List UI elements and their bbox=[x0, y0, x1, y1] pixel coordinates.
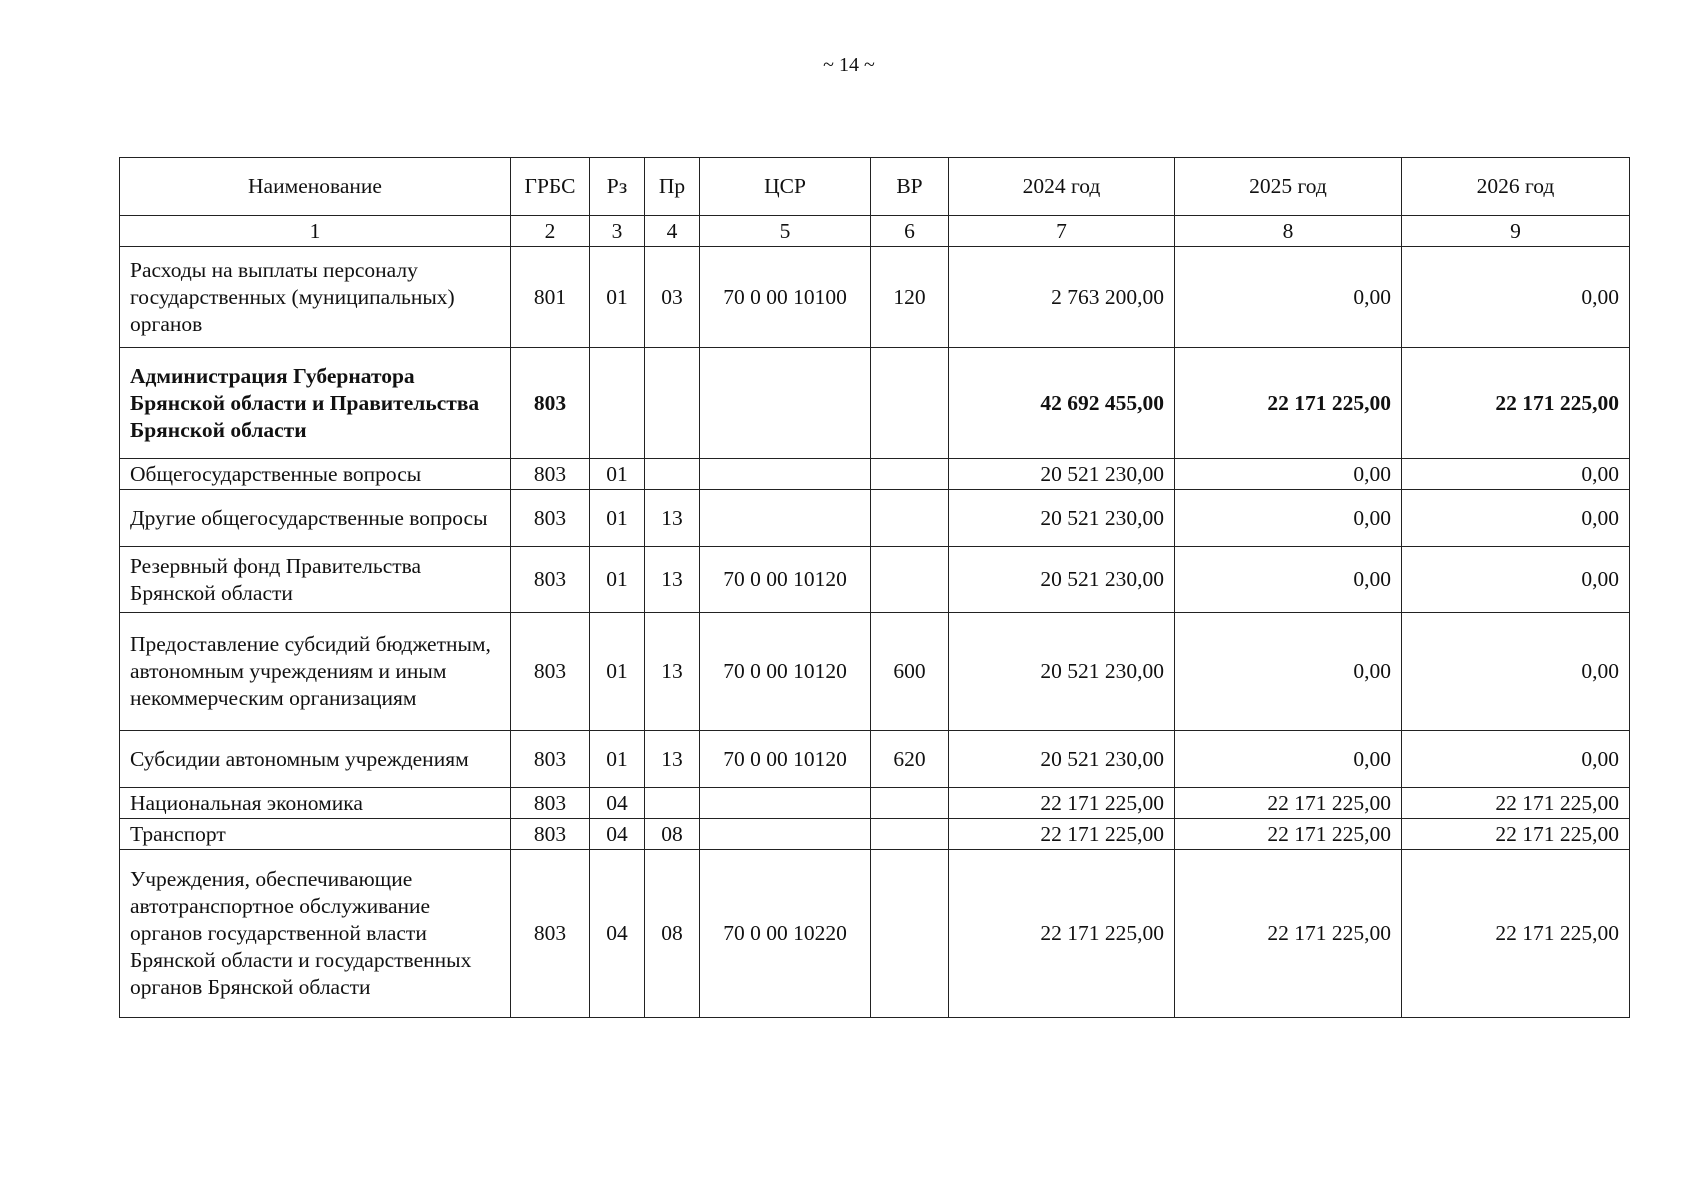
header-vr: ВР bbox=[871, 158, 949, 216]
row-2024: 42 692 455,00 bbox=[949, 348, 1175, 459]
table-row bbox=[120, 459, 1630, 490]
row-2024: 20 521 230,00 bbox=[949, 613, 1175, 731]
row-rz: 01 bbox=[590, 547, 645, 613]
table-row bbox=[120, 850, 1630, 1018]
row-2025: 0,00 bbox=[1175, 547, 1402, 613]
row-rz: 01 bbox=[590, 613, 645, 731]
column-number: 5 bbox=[700, 216, 871, 247]
row-2025: 0,00 bbox=[1175, 731, 1402, 788]
header-2025: 2025 год bbox=[1175, 158, 1402, 216]
row-name: Учреждения, обеспечивающие автотранспортное обслуживание органов государственной власти Брянской области и государственных органов Брянской области bbox=[120, 850, 511, 1018]
row-vr bbox=[871, 788, 949, 819]
row-rz: 01 bbox=[590, 459, 645, 490]
row-pr: 13 bbox=[645, 613, 700, 731]
header-grbs: ГРБС bbox=[511, 158, 590, 216]
column-number-row bbox=[120, 216, 1630, 247]
header-name: Наименование bbox=[120, 158, 511, 216]
row-grbs: 803 bbox=[511, 348, 590, 459]
row-vr bbox=[871, 547, 949, 613]
row-2025: 22 171 225,00 bbox=[1175, 788, 1402, 819]
header-rz: Рз bbox=[590, 158, 645, 216]
row-csr: 70 0 00 10220 bbox=[700, 850, 871, 1018]
row-2026: 0,00 bbox=[1402, 613, 1630, 731]
row-grbs: 801 bbox=[511, 247, 590, 348]
header-2026: 2026 год bbox=[1402, 158, 1630, 216]
row-2026: 0,00 bbox=[1402, 547, 1630, 613]
column-number: 9 bbox=[1402, 216, 1630, 247]
table-row bbox=[120, 547, 1630, 613]
row-vr: 620 bbox=[871, 731, 949, 788]
row-csr: 70 0 00 10120 bbox=[700, 547, 871, 613]
row-rz bbox=[590, 348, 645, 459]
row-name: Резервный фонд Правительства Брянской области bbox=[120, 547, 511, 613]
table-row bbox=[120, 490, 1630, 547]
column-number: 1 bbox=[120, 216, 511, 247]
header-pr: Пр bbox=[645, 158, 700, 216]
row-grbs: 803 bbox=[511, 850, 590, 1018]
row-pr bbox=[645, 459, 700, 490]
table-row bbox=[120, 731, 1630, 788]
budget-table bbox=[119, 157, 1630, 1018]
row-2026: 0,00 bbox=[1402, 247, 1630, 348]
table-row bbox=[120, 348, 1630, 459]
row-2024: 22 171 225,00 bbox=[949, 819, 1175, 850]
row-2025: 0,00 bbox=[1175, 490, 1402, 547]
row-rz: 01 bbox=[590, 247, 645, 348]
row-2025: 22 171 225,00 bbox=[1175, 348, 1402, 459]
row-vr bbox=[871, 348, 949, 459]
row-csr: 70 0 00 10100 bbox=[700, 247, 871, 348]
row-csr: 70 0 00 10120 bbox=[700, 731, 871, 788]
row-name: Администрация Губернатора Брянской области и Правительства Брянской области bbox=[120, 348, 511, 459]
row-rz: 01 bbox=[590, 731, 645, 788]
row-2025: 0,00 bbox=[1175, 613, 1402, 731]
row-pr bbox=[645, 788, 700, 819]
row-csr: 70 0 00 10120 bbox=[700, 613, 871, 731]
row-grbs: 803 bbox=[511, 547, 590, 613]
row-csr bbox=[700, 459, 871, 490]
row-2025: 0,00 bbox=[1175, 459, 1402, 490]
row-csr bbox=[700, 348, 871, 459]
row-grbs: 803 bbox=[511, 613, 590, 731]
row-grbs: 803 bbox=[511, 459, 590, 490]
row-grbs: 803 bbox=[511, 731, 590, 788]
row-2026: 22 171 225,00 bbox=[1402, 788, 1630, 819]
row-csr bbox=[700, 819, 871, 850]
row-2024: 22 171 225,00 bbox=[949, 788, 1175, 819]
row-pr: 13 bbox=[645, 731, 700, 788]
row-2026: 22 171 225,00 bbox=[1402, 819, 1630, 850]
row-vr: 600 bbox=[871, 613, 949, 731]
column-number: 4 bbox=[645, 216, 700, 247]
row-pr: 13 bbox=[645, 547, 700, 613]
row-2024: 20 521 230,00 bbox=[949, 731, 1175, 788]
row-name: Расходы на выплаты персоналу государственных (муниципальных) органов bbox=[120, 247, 511, 348]
row-2024: 20 521 230,00 bbox=[949, 459, 1175, 490]
row-2026: 0,00 bbox=[1402, 459, 1630, 490]
row-2025: 22 171 225,00 bbox=[1175, 819, 1402, 850]
row-2024: 20 521 230,00 bbox=[949, 547, 1175, 613]
row-grbs: 803 bbox=[511, 788, 590, 819]
row-vr bbox=[871, 819, 949, 850]
row-name: Транспорт bbox=[120, 819, 511, 850]
row-rz: 01 bbox=[590, 490, 645, 547]
column-number: 8 bbox=[1175, 216, 1402, 247]
row-name: Национальная экономика bbox=[120, 788, 511, 819]
table-row bbox=[120, 247, 1630, 348]
row-2024: 20 521 230,00 bbox=[949, 490, 1175, 547]
header-2024: 2024 год bbox=[949, 158, 1175, 216]
row-pr: 13 bbox=[645, 490, 700, 547]
row-name: Субсидии автономным учреждениям bbox=[120, 731, 511, 788]
table-row bbox=[120, 788, 1630, 819]
column-number: 2 bbox=[511, 216, 590, 247]
row-vr bbox=[871, 490, 949, 547]
row-2026: 22 171 225,00 bbox=[1402, 850, 1630, 1018]
row-2026: 22 171 225,00 bbox=[1402, 348, 1630, 459]
row-pr bbox=[645, 348, 700, 459]
row-2026: 0,00 bbox=[1402, 731, 1630, 788]
header-csr: ЦСР bbox=[700, 158, 871, 216]
row-2025: 22 171 225,00 bbox=[1175, 850, 1402, 1018]
row-pr: 08 bbox=[645, 850, 700, 1018]
row-vr bbox=[871, 459, 949, 490]
page-number: ~ 14 ~ bbox=[823, 54, 875, 76]
row-rz: 04 bbox=[590, 850, 645, 1018]
row-csr bbox=[700, 788, 871, 819]
row-2025: 0,00 bbox=[1175, 247, 1402, 348]
row-name: Предоставление субсидий бюджетным, автономным учреждениям и иным некоммерческим организациям bbox=[120, 613, 511, 731]
row-name: Другие общегосударственные вопросы bbox=[120, 490, 511, 547]
header-row bbox=[120, 158, 1630, 216]
row-name: Общегосударственные вопросы bbox=[120, 459, 511, 490]
column-number: 3 bbox=[590, 216, 645, 247]
row-grbs: 803 bbox=[511, 490, 590, 547]
row-pr: 08 bbox=[645, 819, 700, 850]
row-pr: 03 bbox=[645, 247, 700, 348]
table-row bbox=[120, 613, 1630, 731]
row-grbs: 803 bbox=[511, 819, 590, 850]
row-vr: 120 bbox=[871, 247, 949, 348]
table-row bbox=[120, 819, 1630, 850]
row-vr bbox=[871, 850, 949, 1018]
row-rz: 04 bbox=[590, 788, 645, 819]
column-number: 6 bbox=[871, 216, 949, 247]
row-2026: 0,00 bbox=[1402, 490, 1630, 547]
row-2024: 22 171 225,00 bbox=[949, 850, 1175, 1018]
row-csr bbox=[700, 490, 871, 547]
row-2024: 2 763 200,00 bbox=[949, 247, 1175, 348]
row-rz: 04 bbox=[590, 819, 645, 850]
column-number: 7 bbox=[949, 216, 1175, 247]
